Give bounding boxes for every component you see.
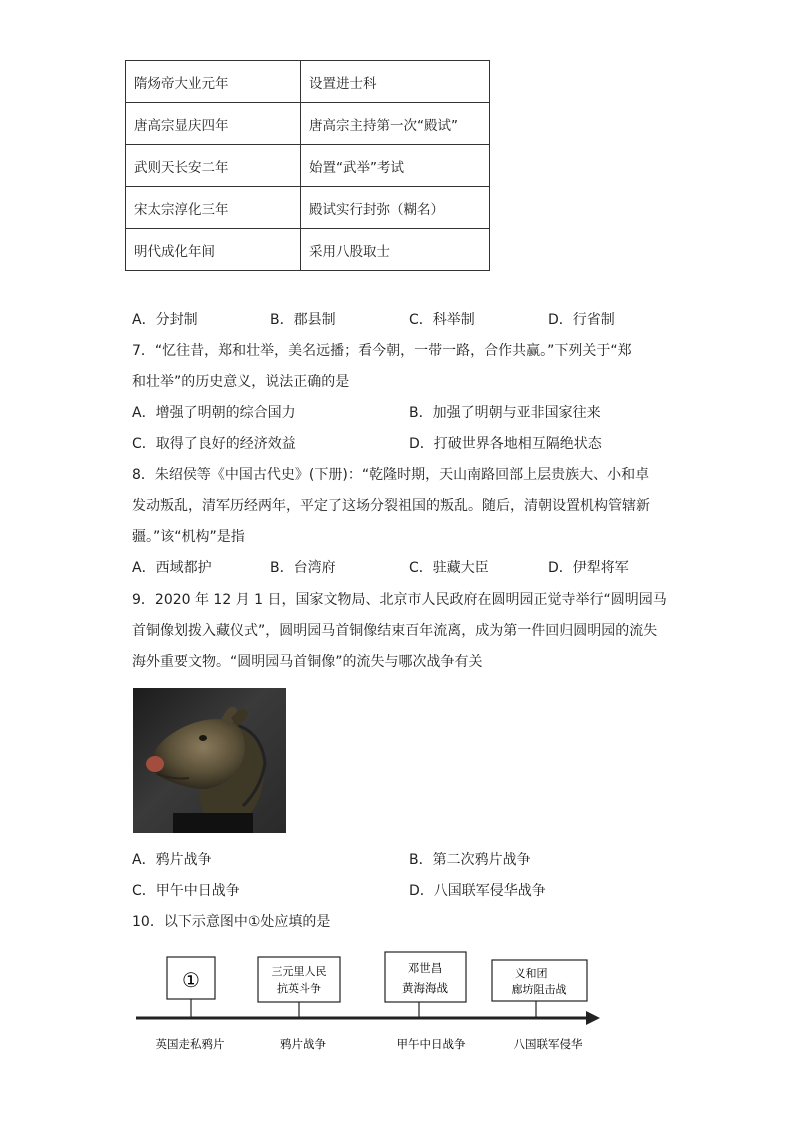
table-row xyxy=(126,229,490,271)
diagram-box-2-line1: 三元里人民 xyxy=(271,965,327,978)
diagram-box-2 xyxy=(258,957,340,1002)
q7-option-b[interactable]: B．加强了明朝与亚非国家往来 xyxy=(409,405,601,421)
table-row xyxy=(126,61,490,103)
q8-stem-line: 疆。”该“机构”是指 xyxy=(132,529,245,545)
table-cell: 武则天长安二年 xyxy=(126,145,301,187)
q7-option-d[interactable]: D．打破世界各地相互隔绝状态 xyxy=(409,436,602,452)
timeline-arrowhead xyxy=(586,1011,600,1025)
table-row xyxy=(126,103,490,145)
q8-option-b[interactable]: B．台湾府 xyxy=(270,560,336,576)
diagram-box-1-label: ① xyxy=(182,968,200,992)
q8-stem-line: 发动叛乱，清军历经两年，平定了这场分裂祖国的叛乱。随后，清朝设置机构管辖新 xyxy=(132,498,650,514)
table-cell: 设置进士科 xyxy=(301,61,490,103)
table-row xyxy=(126,187,490,229)
table-cell: 殿试实行封弥（糊名） xyxy=(301,187,490,229)
q9-option-d[interactable]: D．八国联军侵华战争 xyxy=(409,883,546,899)
q8-option-a[interactable]: A．西域都护 xyxy=(132,560,212,576)
table-cell: 唐高宗主持第一次“殿试” xyxy=(301,103,490,145)
timeline-label: 八国联军侵华 xyxy=(513,1037,583,1051)
q6-option-a[interactable]: A．分封制 xyxy=(132,312,198,328)
q9-stem-line: 海外重要文物。“圆明园马首铜像”的流失与哪次战争有关 xyxy=(132,654,483,670)
q10-stem: 10．以下示意图中①处应填的是 xyxy=(132,914,331,930)
q7-option-a[interactable]: A．增强了明朝的综合国力 xyxy=(132,405,296,421)
q6-option-c[interactable]: C．科举制 xyxy=(409,312,475,328)
q6-option-b[interactable]: B．郡县制 xyxy=(270,312,336,328)
q9-option-a[interactable]: A．鸦片战争 xyxy=(132,852,212,868)
q8-option-d[interactable]: D．伊犁将军 xyxy=(548,560,629,576)
horse-head-illustration xyxy=(133,688,286,833)
q9-option-c[interactable]: C．甲午中日战争 xyxy=(132,883,240,899)
table-cell: 宋太宗淳化三年 xyxy=(126,187,301,229)
table-cell: 隋炀帝大业元年 xyxy=(126,61,301,103)
table-cell: 明代成化年间 xyxy=(126,229,301,271)
horse-head-bronze-photo xyxy=(133,688,286,833)
q9-stem-line: 首铜像划拨入藏仪式”，圆明园马首铜像结束百年流离，成为第一件回归圆明园的流失 xyxy=(132,623,658,639)
q9-option-b[interactable]: B．第二次鸦片战争 xyxy=(409,852,531,868)
timeline-diagram xyxy=(0,945,794,1065)
diagram-box-4-line2: 廊坊阻击战 xyxy=(511,983,567,996)
table-row xyxy=(126,145,490,187)
diagram-box-3-line2: 黄海海战 xyxy=(402,981,448,995)
timeline-label: 英国走私鸦片 xyxy=(155,1037,225,1051)
q8-option-c[interactable]: C．驻藏大臣 xyxy=(409,560,489,576)
q8-stem-line: 8．朱绍侯等《中国古代史》(下册)：“乾隆时期，天山南路回部上层贵族大、小和卓 xyxy=(132,467,650,483)
diagram-box-4-line1: 义和团 xyxy=(514,967,548,980)
q7-stem-line: 7．“忆往昔，郑和壮举，美名远播；看今朝，一带一路，合作共赢。”下列关于“郑 xyxy=(132,343,632,359)
table-cell: 唐高宗显庆四年 xyxy=(126,103,301,145)
history-table xyxy=(125,60,490,271)
table-cell: 采用八股取士 xyxy=(301,229,490,271)
q7-option-c[interactable]: C．取得了良好的经济效益 xyxy=(132,436,296,452)
timeline-label: 甲午中日战争 xyxy=(396,1037,466,1051)
timeline-label: 鸦片战争 xyxy=(280,1037,326,1051)
table-cell: 始置“武举”考试 xyxy=(301,145,490,187)
diagram-box-2-line2: 抗英斗争 xyxy=(277,982,321,995)
q9-stem-line: 9．2020 年 12 月 1 日，国家文物局、北京市人民政府在圆明园正觉寺举行“圆明园马 xyxy=(132,592,667,608)
diagram-box-3-line1: 邓世昌 xyxy=(407,961,443,975)
q7-stem-line: 和壮举”的历史意义，说法正确的是 xyxy=(132,374,350,390)
q6-option-d[interactable]: D．行省制 xyxy=(548,312,615,328)
